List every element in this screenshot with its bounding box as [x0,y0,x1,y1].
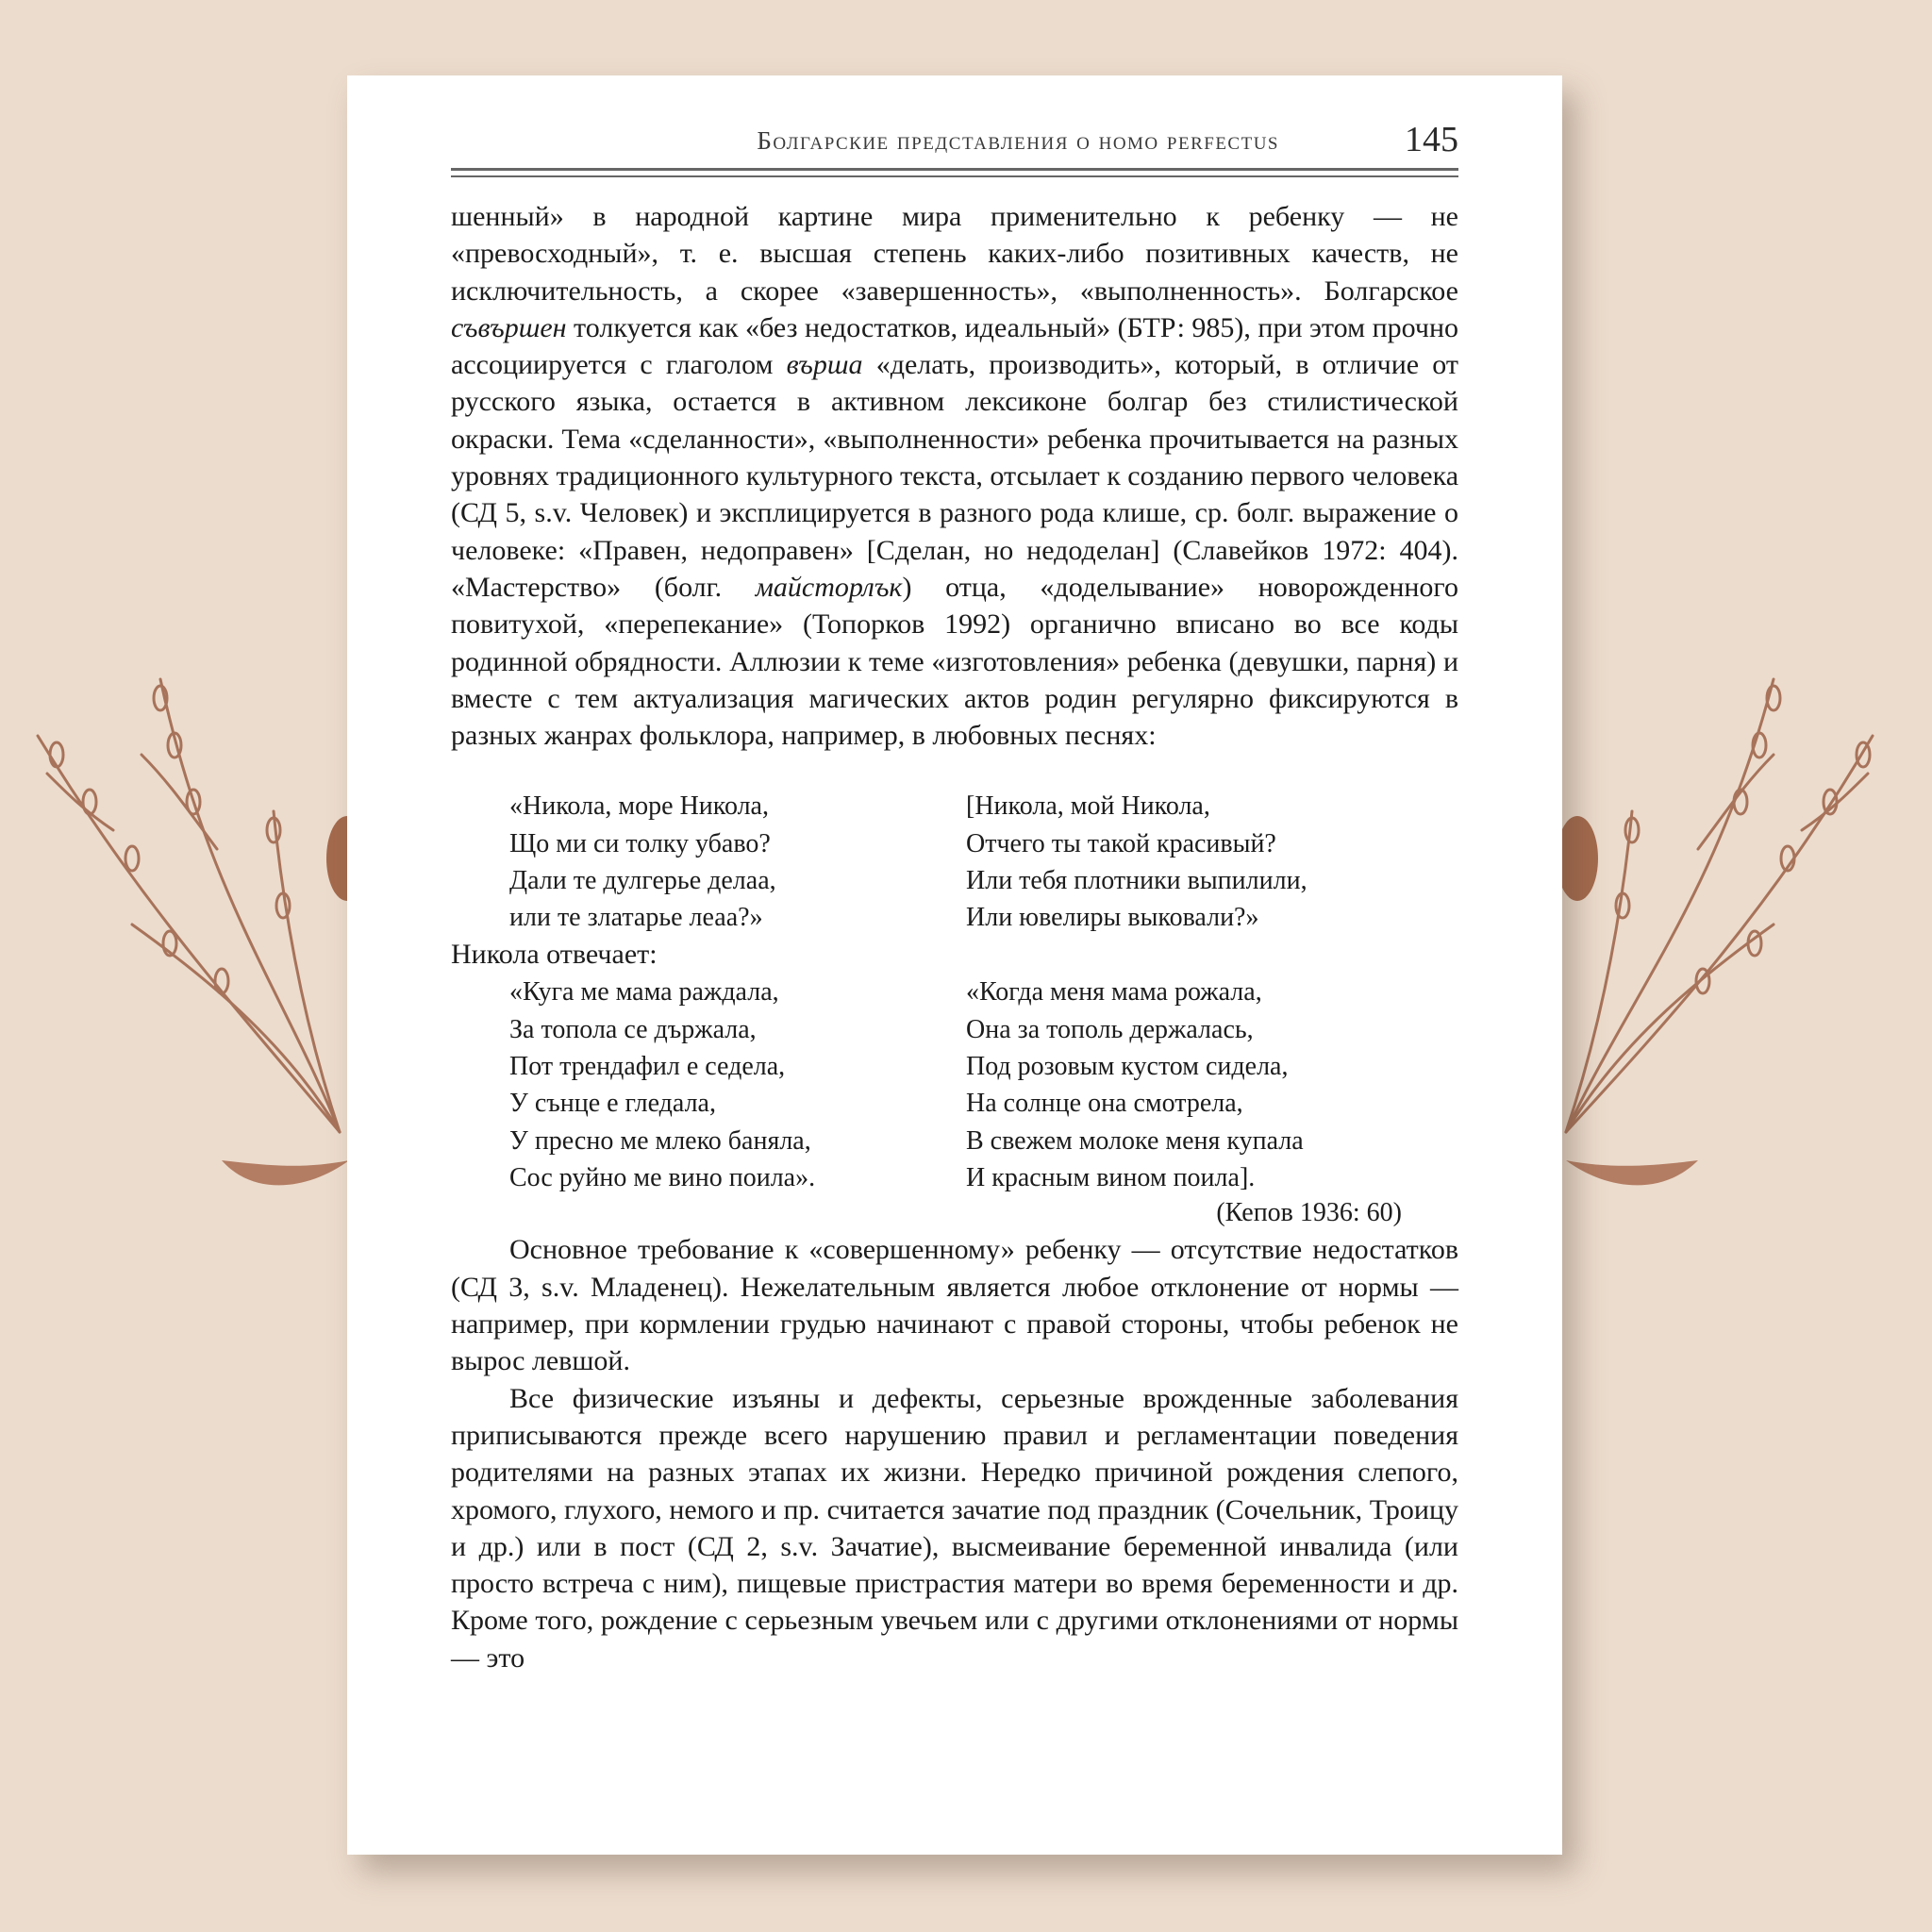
running-title: Болгарские представления о homo perfectus [757,126,1279,155]
paragraph-1: шенный» в народной картине мира применительно к ребенку — не «превосходный», т. е. высшая степень каких-либо позитивных качеств, не исключительность, а скорее «завершенность», «выполненность». Болгарское съвършен толкуется как «без недостатков, идеальный» (БТР: 985), при этом прочно ассоциируется с глаголом върша «делать, производить», который, в отличие от русского языка, остается в активном лексиконе болгар без стилистической окраски. Тема «сделанности», «выполненности» ребенка прочитывается на разных уровнях традиционного культурного текста, отсылает к созданию первого человека (СД 5, s.v. Человек) и эксплицируется в разного рода клише, ср. болг. выражение о человеке: «Правен, недоправен» [Сделан, но недоделан] (Славейков 1972: 404). «Мастерство» (болг. майсторлък) отца, «доделывание» новорожденного повитухой, «перепекание» (Топорков 1992) органично вписано во все коды родинной обрядности. Аллюзии к теме «изготовления» ребенка (девушки, парня) и вместе с тем актуализация магических актов родин регулярно фиксируются в разных жанрах фольклора, например, в любовных песнях: [451,201,1459,752]
right-leaf [1566,1160,1698,1185]
page-body [451,198,1458,1676]
right-branch-1 [1566,679,1774,1132]
poem-block [451,788,1458,1231]
right-branch-2 [1566,736,1873,1132]
poem-bulgarian-top: «Никола, море Никола, Що ми си толку убаво? Дали те дулгерье делаа, или те златарье леаа?» [509,791,776,933]
header-rule [451,168,1458,171]
page-number: 145 [1405,120,1458,159]
left-leaf [222,1160,349,1185]
poem-russian-top: [Никола, мой Никола, Отчего ты такой красивый? Или тебя плотники выпилили, Или ювелиры выковали?» [966,791,1307,933]
poem-russian-bottom: «Когда меня мама рожала, Она за тополь держалась, Под розовым кустом сидела, На солнце она смотрела, В свежем молоке меня купала И красным вином поила]. [966,977,1304,1192]
left-branch-1 [160,679,340,1132]
running-header [451,104,1458,189]
header-rule-thin [451,175,1458,177]
poem-source: (Кепов 1936: 60) [1216,1198,1402,1228]
poem-speaker-line: Никола отвечает: [451,939,658,971]
paragraph-2: Основное требование к «совершенному» ребенку — отсутствие недостатков (СД 3, s.v. Младенец). Нежелательным является любое отклонение от нормы — например, при кормлении грудью начинают с правой стороны, чтобы ребенок не вырос левшой. [451,1234,1458,1377]
book-page [347,75,1562,1855]
poem-bulgarian-bottom: «Куга ме мама раждала, За топола се държала, Пот трендафил е седела, У сънце е гледала, У пресно ме млеко баняла, Сос руйно ме вино поила». [509,977,816,1192]
paragraph-3: Все физические изъяны и дефекты, серьезные врожденные заболевания приписываются прежде всего нарушению правил и регламентации поведения родителями на разных этапах их жизни. Нередко причиной рождения слепого, хромого, глухого, немого и пр. считается зачатие под праздник (Сочельник, Троицу и др.) или в пост (СД 2, s.v. Зачатие), высмеивание беременной инвалида (или просто встреча с ним), пищевые пристрастия матери во время беременности и др. Кроме того, рождение с серьезным увечьем или с другими отклонениями от нормы — это [451,1382,1458,1674]
